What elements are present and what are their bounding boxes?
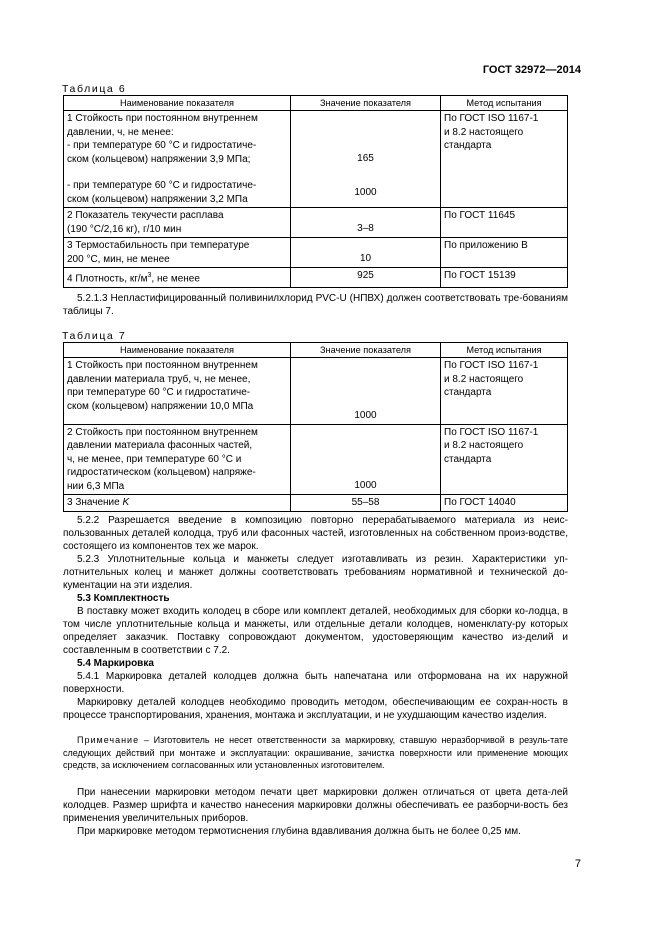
page-number: 7 <box>574 858 581 870</box>
paragraph-5-4-1-b: Маркировку деталей колодцев необходимо проводить методом, обеспечивающим ее сохран-ность в процессе транспортирования, хранения, монтажа и эксплуатации, и не ухудшающим качество изделия. <box>63 697 568 721</box>
table-row <box>64 208 568 238</box>
table-cell-method: По приложению В <box>441 238 568 268</box>
table-row <box>64 495 568 512</box>
table-cell-value: 925 <box>291 268 441 288</box>
cell-line: и 8.2 настоящего <box>444 373 524 385</box>
cell-line: По ГОСТ ISO 1167-1 <box>444 360 539 371</box>
table7-header-row <box>64 343 568 358</box>
table6-header-method: Метод испытания <box>441 96 568 111</box>
cell-line: и 8.2 настоящего <box>444 440 524 451</box>
table7-caption: Таблица 7 <box>62 330 127 342</box>
cell-line: 3–8 <box>357 223 374 234</box>
table-cell-method: По ГОСТ 14040 <box>441 495 568 512</box>
table-cell-method: По ГОСТ 15139 <box>441 268 568 288</box>
table-cell-value: 55–58 <box>291 495 441 512</box>
cell-line: По ГОСТ ISO 1167-1 <box>444 113 539 124</box>
note-text: – Изготовитель не несет ответственности за маркировку, ставшую неразборчивой в резуль-тате следующих действий при монтаже и эксплуатации: окрашивание, зачистка поверхности или применение моющих средств, за исключением согласованных или установленных изготовителем. <box>63 735 568 770</box>
cell-line: стандарта <box>444 453 492 465</box>
table6 <box>63 95 568 288</box>
body-text <box>63 514 568 838</box>
table-cell-value <box>291 424 441 495</box>
document-id-header: ГОСТ 32972—2014 <box>482 64 581 76</box>
cell-line: 2 Показатель текучести расплава <box>67 210 224 221</box>
table-cell-name: 3 Значение K <box>64 495 291 512</box>
table7-header-name: Наименование показателя <box>64 343 291 358</box>
note-label: Примечание <box>77 735 140 745</box>
cell-line: стандарта <box>444 387 492 398</box>
paragraph-print: При нанесении маркировки методом печати цвет маркировки должен отличаться от цвета дета-лей колодцев. Размер шрифта и качество нанесения маркировки должны обеспечивать ее разборчи-вость без применения увеличительных приборов. <box>63 786 568 824</box>
cell-line: ском (кольцевом) напряжении 10,0 МПа <box>67 400 254 412</box>
paragraph-5-4-1: 5.4.1 Маркировка деталей колодцев должна быть напечатана или отформована на их наружной поверхности. <box>63 671 568 695</box>
table7 <box>63 342 568 512</box>
paragraph-5-3: В поставку может входить колодец в сборе или комплект деталей, необходимых для сборки ко-лодца, в том числе уплотнительные кольца и манжеты, или отдельные детали колодцев, номенклату-ру которых определяет заказчик. Поставку сопровождают документом, удостоверяющим качество из-делий и составленным в соответствии с 7.2. <box>63 606 568 656</box>
cell-line: 1000 <box>354 186 377 198</box>
cell-line: стандарта <box>444 140 492 151</box>
cell-line: 1 Стойкость при постоянном внутреннем <box>67 360 258 371</box>
table7-header-method: Метод испытания <box>441 343 568 358</box>
cell-line: и 8.2 настоящего <box>444 126 524 138</box>
table-cell-value <box>291 111 441 208</box>
cell-line: 1000 <box>354 410 377 421</box>
table-cell-name: 4 Плотность, $кг/м^3$, не менее <box>64 268 291 288</box>
table-cell-name <box>64 238 291 268</box>
table-cell-method: По ГОСТ 11645 <box>441 208 568 238</box>
heading-5-4: 5.4 Маркировка <box>77 658 154 669</box>
table-cell-method <box>441 424 568 495</box>
table-cell-value <box>291 208 441 238</box>
table7-header-value: Значение показателя <box>291 343 441 358</box>
table-row <box>64 424 568 495</box>
cell-line: 3 Термостабильность при температуре <box>67 240 250 251</box>
cell-line: - при температуре 60 °С и гидростатиче- <box>67 140 257 151</box>
paragraph-thermo: При маркировке методом термотиснения глубина вдавливания должна быть не более 0,25 мм. <box>77 825 521 837</box>
table6-header-value: Значение показателя <box>291 96 441 111</box>
table-row <box>64 111 568 208</box>
cell-line: давлении, ч, не менее: <box>67 126 174 138</box>
table6-header-row <box>64 96 568 111</box>
paragraph-5-2-1-3: 5.2.1.3 Непластифицированный поливинилхлорид PVC-U (НПВХ) должен соответствовать тре-бованиям таблицы 7. <box>63 293 568 317</box>
cell-line: 10 <box>359 253 372 264</box>
cell-line: 165 <box>357 153 374 164</box>
cell-line: при температуре 60 °С и гидростатиче- <box>67 387 251 398</box>
table-cell-value <box>291 358 441 425</box>
table-cell-value <box>291 238 441 268</box>
table-row <box>64 268 568 288</box>
cell-line: ском (кольцевом) напряжении 3,9 МПа; <box>67 153 251 165</box>
cell-line: давлении материала фасонных частей, <box>67 440 253 451</box>
paragraph-5-2-2: 5.2.2 Разрешается введение в композицию повторно перерабатываемого материала из неис-пользованных деталей колодца, труб или фасонных частей, изготовленных на собственном произ-водстве, состоящего из компонентов тех же марок. <box>63 515 568 552</box>
cell-line: 200 °С, мин, не менее <box>67 253 170 265</box>
cell-line: По ГОСТ ISO 1167-1 <box>444 426 539 438</box>
cell-line: 2 Стойкость при постоянном внутреннем <box>67 426 258 438</box>
table-cell-method <box>441 111 568 208</box>
table-cell-name <box>64 208 291 238</box>
cell-line: ч, не менее, при температуре 60 °С и <box>67 453 242 465</box>
cell-line: (190 °С/2,16 кг), г/10 мин <box>67 223 182 235</box>
heading-5-3: 5.3 Комплектность <box>77 593 170 604</box>
table-row <box>64 238 568 268</box>
note <box>63 734 568 772</box>
cell-line: давлении материала труб, ч, не менее, <box>67 373 251 385</box>
table-cell-method <box>441 358 568 425</box>
cell-line: нии 6,3 МПа <box>67 480 125 492</box>
table-cell-name <box>64 111 291 208</box>
cell-line: ском (кольцевом) напряжении 3,2 МПа <box>67 193 248 205</box>
cell-line: гидростатическом (кольцевом) напряже- <box>67 467 256 478</box>
table6-caption: Таблица 6 <box>62 83 127 95</box>
paragraph-5-2-3: 5.2.3 Уплотнительные кольца и манжеты следует изготавливать из резин. Характеристики уп-лотнительных колец и манжет должны соответствовать требованиям нормативной и технической до-кументации на эти изделия. <box>63 554 568 591</box>
table-row <box>64 358 568 425</box>
cell-line: - при температуре 60 °С и гидростатиче- <box>67 180 257 191</box>
table6-header-name: Наименование показателя <box>64 96 291 111</box>
cell-line: 1 Стойкость при постоянном внутреннем <box>67 113 258 124</box>
table-cell-name <box>64 358 291 425</box>
table-cell-name <box>64 424 291 495</box>
cell-line: 1000 <box>354 479 377 491</box>
